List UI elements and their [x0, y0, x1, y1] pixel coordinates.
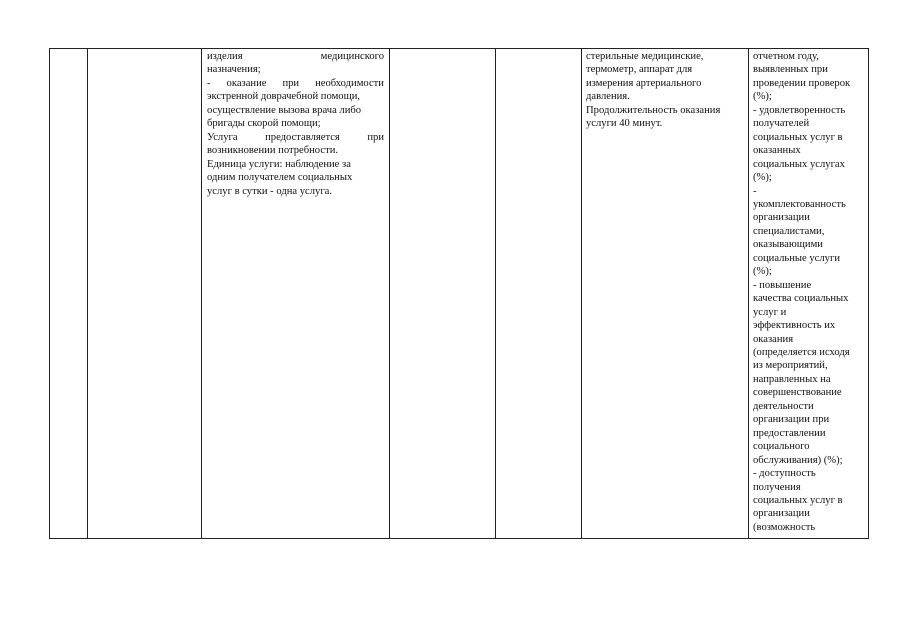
- text-line: экстренной доврачебной помощи,: [207, 91, 361, 103]
- text-line: (%);: [753, 91, 772, 103]
- text-line: организации: [753, 212, 810, 224]
- text-line: социальных услуг в: [753, 131, 843, 143]
- word: -: [207, 77, 211, 89]
- column-divider-4: [495, 48, 496, 539]
- text-line: осуществление вызова врача либо: [207, 104, 362, 116]
- text-line: бригады скорой помощи;: [207, 118, 321, 130]
- word: при: [282, 77, 300, 89]
- text-line: одним получателем социальных: [207, 172, 353, 184]
- service-description-cell: [207, 50, 384, 198]
- column-divider-1: [87, 48, 88, 539]
- text-line: -: [753, 185, 757, 197]
- text-line: Продолжительность оказания: [586, 104, 721, 116]
- text-line: специалистами,: [753, 225, 825, 237]
- text-line: оказанных: [753, 145, 801, 157]
- text-line: отчетном году,: [753, 51, 819, 62]
- text-line: качества социальных: [753, 293, 849, 305]
- text-line: стерильные медицинские,: [586, 51, 704, 62]
- column-divider-3: [389, 48, 390, 539]
- column-divider-5: [581, 48, 582, 539]
- column-divider-6: [748, 48, 749, 539]
- text-line: организации при: [753, 414, 830, 426]
- service-conditions-cell: [586, 50, 738, 131]
- text-line: социальных услугах: [753, 158, 845, 170]
- text-line: (возможность: [753, 521, 816, 533]
- text-line: (%);: [753, 172, 772, 184]
- text-line: получения: [753, 481, 801, 493]
- text-line: Единица услуги: наблюдение за: [207, 158, 351, 170]
- text-line: организации: [753, 508, 810, 520]
- text-line: предоставлении: [753, 427, 826, 439]
- table-frame: [49, 48, 869, 539]
- text-line: измерения артериального: [586, 77, 702, 89]
- text-line: возникновении потребности.: [207, 145, 339, 157]
- text-line: обслуживания) (%);: [753, 454, 843, 466]
- text-line: [207, 77, 384, 90]
- text-line: выявленных при: [753, 64, 828, 76]
- word: при: [367, 131, 384, 143]
- text-line: - повышение: [753, 279, 812, 291]
- word: медицинского: [320, 51, 384, 62]
- text-line: термометр, аппарат для: [586, 64, 693, 76]
- text-line: получателей: [753, 118, 810, 130]
- text-line: услуг и: [753, 306, 787, 318]
- text-line: - доступность: [753, 468, 816, 480]
- text-line: - удовлетворенность: [753, 104, 846, 116]
- text-line: социальные услуги: [753, 252, 840, 264]
- text-line: эффективность их: [753, 320, 836, 332]
- text-line: (определяется исходя: [753, 346, 850, 358]
- text-line: совершенствование: [753, 387, 842, 399]
- word: изделия: [207, 51, 243, 62]
- word: оказание: [226, 77, 267, 89]
- text-line: услуги 40 минут.: [586, 118, 663, 130]
- text-line: [207, 131, 384, 144]
- text-line: оказывающими: [753, 239, 823, 251]
- text-line: [207, 50, 384, 63]
- quality-indicators-cell: [753, 50, 865, 534]
- text-line: проведении проверок: [753, 77, 851, 89]
- text-line: услуг в сутки - одна услуга.: [207, 185, 333, 197]
- text-line: назначения;: [207, 64, 261, 76]
- text-line: социальных услуг в: [753, 494, 843, 506]
- text-line: оказания: [753, 333, 794, 345]
- text-line: социального: [753, 441, 810, 453]
- word: Услуга: [207, 131, 238, 143]
- text-line: давления.: [586, 91, 630, 103]
- text-line: из мероприятий,: [753, 360, 828, 372]
- text-line: направленных на: [753, 373, 831, 385]
- column-divider-2: [201, 48, 202, 539]
- word: необходимости: [315, 77, 384, 89]
- word: предоставляется: [265, 131, 340, 143]
- text-line: (%);: [753, 266, 772, 278]
- text-line: деятельности: [753, 400, 814, 412]
- text-line: укомплектованность: [753, 198, 846, 210]
